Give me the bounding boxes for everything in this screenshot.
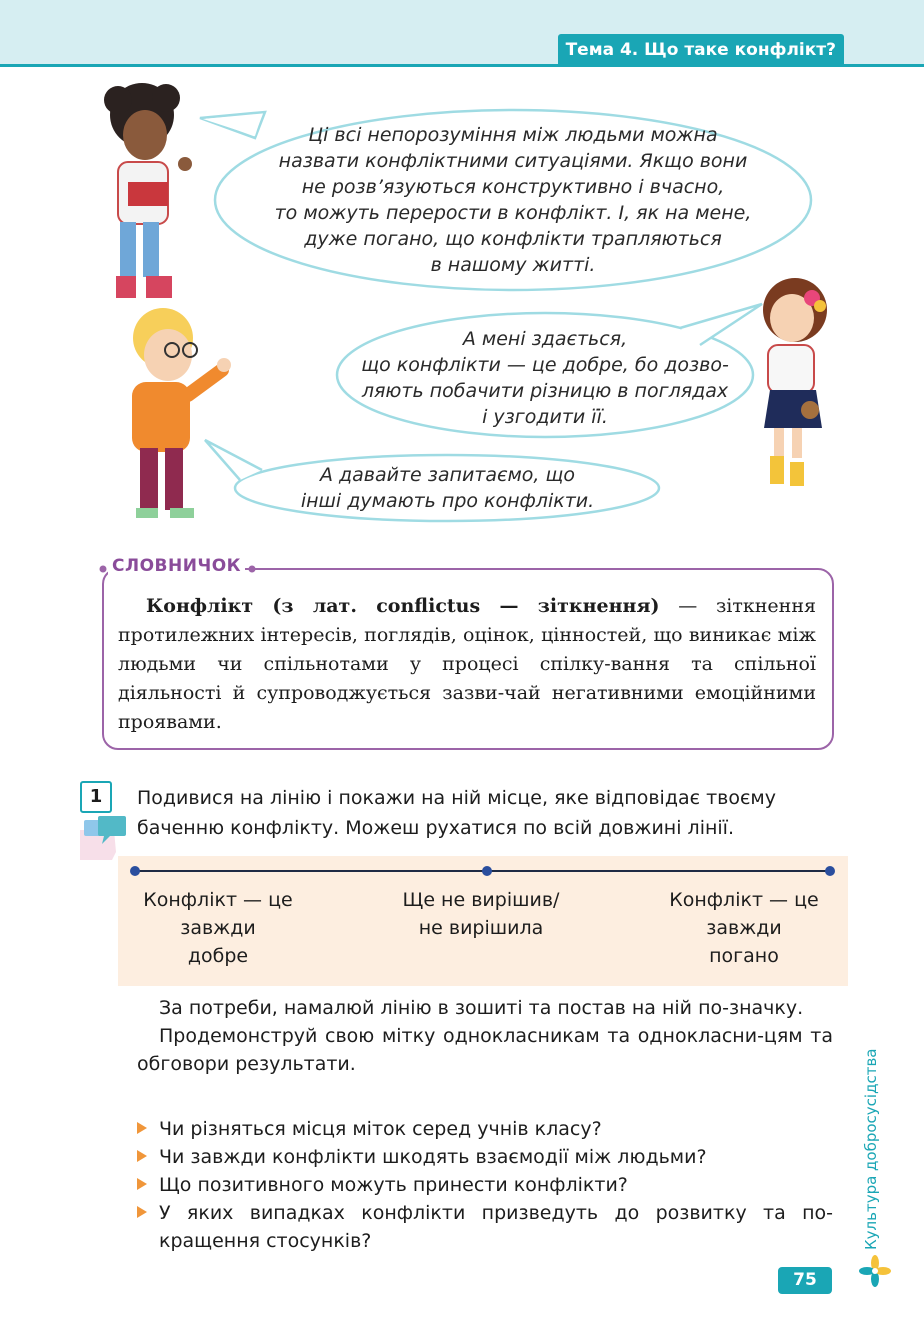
bubble-line: інші думають про конфлікти. — [300, 490, 595, 512]
triangle-bullet-icon — [137, 1178, 147, 1190]
instruction-paragraph: За потреби, намалюй лінію в зошиті та постав на ній по-значку. — [159, 997, 804, 1019]
dictionary-latin: conflictus — [376, 595, 481, 617]
task-number: 1 — [80, 781, 112, 813]
instruction-paragraph: Продемонструй свою мітку однокласникам та однокласни-цям та обговори результати. — [137, 1025, 833, 1075]
scale-label-line: Конфлікт — це — [669, 889, 819, 911]
question-text: Чи завжди конфлікти шкодять взаємодії між людьми? — [159, 1146, 707, 1168]
question-item — [137, 1143, 833, 1171]
dictionary-term: Конфлікт — [146, 595, 254, 617]
girl-flower-figure — [763, 278, 827, 486]
scale-label-line: Конфлікт — це — [143, 889, 293, 911]
page-number: 75 — [778, 1267, 832, 1294]
dictionary-definition-text: — зіткнення протилежних інтересів, поглядів, оцінок, цінностей, що виникає між людьми чи спільнотами у процесі спілку-вання та спільної діяльності й супроводжується зазви-чай негативними емоційними проявами. — [118, 595, 816, 733]
scale-left-label — [122, 886, 314, 970]
bubble-2-text — [345, 326, 745, 430]
triangle-bullet-icon — [137, 1150, 147, 1162]
task-text: Подивися на лінію і покажи на ній місце, яке відповідає твоєму баченню конфлікту. Можеш рухатися по всій довжині лінії. — [137, 787, 776, 839]
bubble-line: ляють побачити різницю в поглядах — [361, 380, 729, 402]
dictionary-definition — [118, 592, 816, 737]
bubble-line: то можуть перерости в конфлікт. І, як на мене, — [274, 202, 752, 224]
bubble-line: А мені здається, — [462, 328, 628, 350]
bubble-line: і узгодити її. — [482, 406, 608, 428]
dictionary-origin-prefix: (з лат. — [253, 595, 377, 617]
question-item — [137, 1115, 833, 1143]
bubble-line: назвати конфліктними ситуаціями. Якщо вони — [278, 150, 748, 172]
scale-label-line: завжди — [706, 917, 782, 939]
question-text: Що позитивного можуть принести конфлікти? — [159, 1174, 628, 1196]
dictionary-tag: СЛОВНИЧОК — [108, 556, 245, 576]
scale-label-line: не вирішила — [418, 917, 544, 939]
bubble-line: дуже погано, що конфлікти трапляються — [304, 228, 722, 250]
topic-title: Тема 4. Що таке конфлікт? — [558, 34, 844, 66]
boy-reading-figure — [104, 83, 192, 298]
bubble-line: не розв’язуються конструктивно і вчасно, — [301, 176, 725, 198]
triangle-bullet-icon — [137, 1122, 147, 1134]
bubble-3-text — [260, 462, 635, 514]
bubble-1-text — [228, 122, 798, 278]
bubble-line: що конфлікти — це добре, бо дозво- — [361, 354, 729, 376]
scale-label-line: добре — [187, 945, 249, 967]
instructions — [137, 994, 833, 1078]
scale-label-line: завжди — [180, 917, 256, 939]
scale-middle-label — [376, 886, 586, 942]
section-title-vertical: Культура добросусідства — [862, 1048, 880, 1250]
question-text: У яких випадках конфлікти призведуть до розвитку та по-кращення стосунків? — [159, 1202, 833, 1252]
dictionary-origin-suffix: — зіткнення) — [480, 595, 660, 617]
bubble-line: А давайте запитаємо, що — [319, 464, 575, 486]
scale-label-line: Ще не вирішив/ — [402, 889, 560, 911]
bubble-line: Ці всі непорозуміння між людьми можна — [308, 124, 718, 146]
bubble-line: в нашому житті. — [430, 254, 596, 276]
question-text: Чи різняться місця міток серед учнів класу? — [159, 1118, 602, 1140]
scale-label-line: погано — [709, 945, 779, 967]
question-list — [137, 1115, 833, 1255]
boy-glasses-figure — [132, 308, 231, 518]
triangle-bullet-icon — [137, 1206, 147, 1218]
scale-right-label — [648, 886, 840, 970]
question-item — [137, 1171, 833, 1199]
question-item — [137, 1199, 833, 1255]
